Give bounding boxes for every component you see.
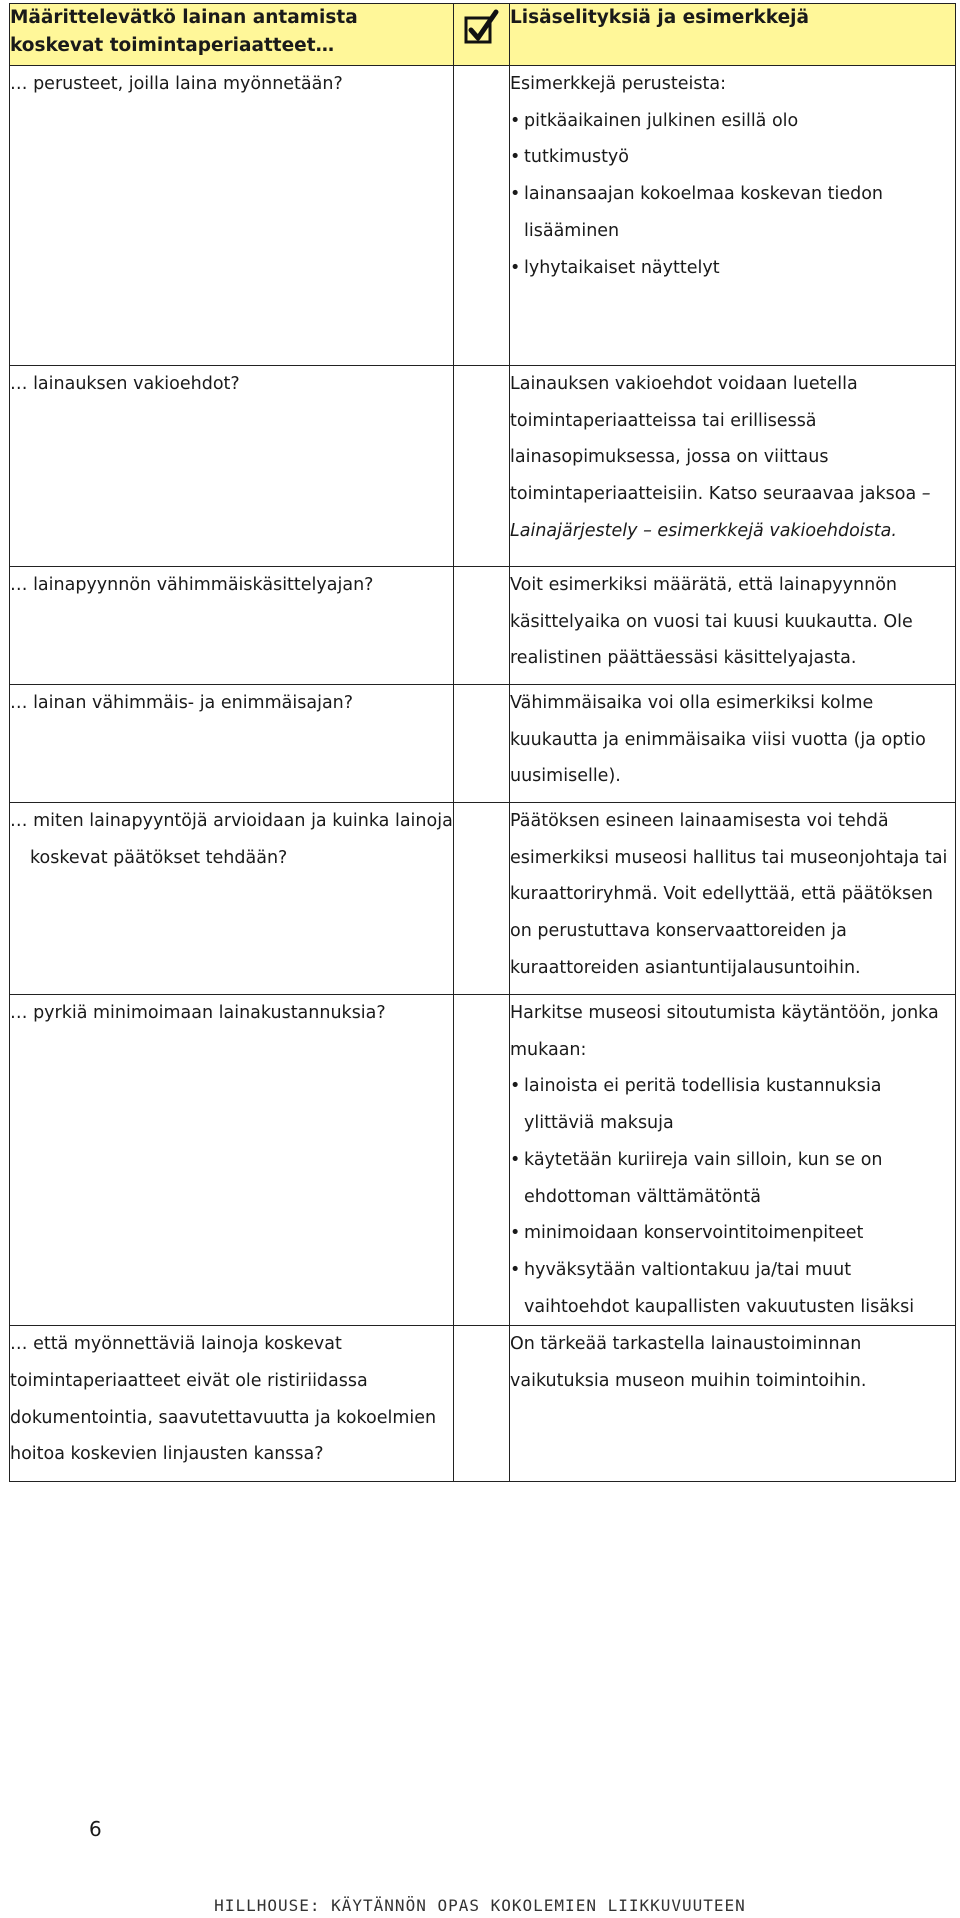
loan-policy-table — [9, 3, 956, 1482]
table-row — [10, 803, 956, 995]
question-cell: … perusteet, joilla laina myönnetään? — [10, 66, 454, 366]
question-cell: … pyrkiä minimoimaan lainakustannuksia? — [10, 995, 454, 1326]
page-footer: HILLHOUSE: KÄYTÄNNÖN OPAS KOKOLEMIEN LIIKKUVUUTEEN — [214, 1896, 746, 1915]
list-item: • hyväksytään valtiontakuu ja/tai muut vaihtoehdot kaupallisten vakuutusten lisäksi — [510, 1252, 955, 1325]
answer-cell: Harkitse museosi sitoutumista käytäntöön, jonka mukaan: • lainoista ei peritä todellisia kustannuksia ylittäviä maksuja • käytetään kuriireja vain silloin, kun se on ehdottoman välttämätöntä • minimoidaan konservointitoimenpiteet • hyväksytään valtiontakuu ja/tai muut vaihtoehdot kaupallisten vakuutusten lisäksi — [510, 995, 956, 1326]
question-cell: … lainauksen vakioehdot? — [10, 366, 454, 567]
answer-cell: Vähimmäisaika voi olla esimerkiksi kolme kuukautta ja enimmäisaika viisi vuotta (ja optio uusimiselle). — [510, 685, 956, 803]
table-header-row — [10, 4, 956, 66]
question-cell: … lainan vähimmäis- ja enimmäisajan? — [10, 685, 454, 803]
question-cell: … miten lainapyyntöjä arvioidaan ja kuinka lainoja koskevat päätökset tehdään? — [10, 803, 454, 995]
list-item: • lainansaajan kokoelmaa koskevan tiedon lisääminen — [510, 176, 955, 249]
header-explanations: Lisäselityksiä ja esimerkkejä — [510, 4, 956, 66]
bullet-list — [510, 1068, 955, 1325]
table-row — [10, 685, 956, 803]
table-row — [10, 995, 956, 1326]
page-number: 6 — [89, 1817, 102, 1841]
answer-cell: Voit esimerkiksi määrätä, että lainapyynnön käsittelyaika on vuosi tai kuusi kuukautta. Ole realistinen päättäessäsi käsittelyajasta. — [510, 567, 956, 685]
list-item: • käytetään kuriireja vain silloin, kun se on ehdottoman välttämätöntä — [510, 1142, 955, 1215]
answer-cell: Lainauksen vakioehdot voidaan luetella toimintaperiaatteissa tai erillisessä lainasopimuksessa, jossa on viittaus toimintaperiaatteisiin. Katso seuraavaa jaksoa – Lainajärjestely – esimerkkejä vakioehdoista. — [510, 366, 956, 567]
table-row — [10, 66, 956, 366]
table-row — [10, 1326, 956, 1482]
list-item: • tutkimustyö — [510, 139, 955, 176]
checkbox-icon — [454, 4, 510, 66]
list-item: • pitkäaikainen julkinen esillä olo — [510, 103, 955, 140]
answer-cell: Esimerkkejä perusteista: • pitkäaikainen julkinen esillä olo • tutkimustyö • lainansaajan kokoelmaa koskevan tiedon lisääminen • lyhytaikaiset näyttelyt — [510, 66, 956, 366]
bullet-list — [510, 103, 955, 287]
list-item: • lainoista ei peritä todellisia kustannuksia ylittäviä maksuja — [510, 1068, 955, 1141]
list-item: • minimoidaan konservointitoimenpiteet — [510, 1215, 955, 1252]
header-policy-question: Määrittelevätkö lainan antamista koskevat toimintaperiaatteet… — [10, 4, 454, 66]
answer-cell: Päätöksen esineen lainaamisesta voi tehdä esimerkiksi museosi hallitus tai museonjohtaja tai kuraattoriryhmä. Voit edellyttää, että päätöksen on perustuttava konservaattoreiden ja kuraattoreiden asiantuntijalausuntoihin. — [510, 803, 956, 995]
question-cell: … lainapyynnön vähimmäiskäsittelyajan? — [10, 567, 454, 685]
table-row — [10, 567, 956, 685]
list-item: • lyhytaikaiset näyttelyt — [510, 250, 955, 287]
table-row — [10, 366, 956, 567]
question-cell: … että myönnettäviä lainoja koskevat toimintaperiaatteet eivät ole ristiriidassa dokumentointia, saavutettavuutta ja kokoelmien hoitoa koskevien linjausten kanssa? — [10, 1326, 454, 1482]
answer-cell: On tärkeää tarkastella lainaustoiminnan vaikutuksia museon muihin toimintoihin. — [510, 1326, 956, 1482]
